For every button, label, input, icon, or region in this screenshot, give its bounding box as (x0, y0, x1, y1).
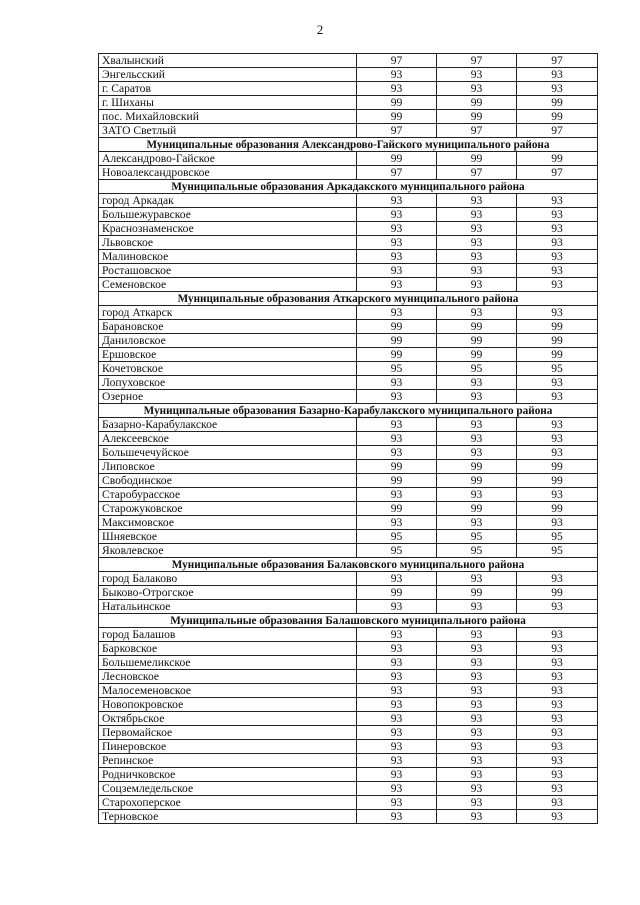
value-cell-2: 93 (437, 236, 517, 250)
municipality-name: Малиновское (99, 250, 357, 264)
value-cell-1: 93 (357, 250, 437, 264)
value-cell-3: 93 (517, 82, 598, 96)
value-cell-1: 93 (357, 222, 437, 236)
table-row (99, 264, 598, 278)
table-row (99, 754, 598, 768)
value-cell-3: 93 (517, 754, 598, 768)
value-cell-2: 93 (437, 250, 517, 264)
table-row (99, 390, 598, 404)
value-cell-2: 99 (437, 96, 517, 110)
table-body (99, 54, 598, 824)
value-cell-3: 93 (517, 670, 598, 684)
section-title: Муниципальные образования Балаковского муниципального района (99, 558, 598, 572)
municipality-name: Барановское (99, 320, 357, 334)
value-cell-3: 93 (517, 306, 598, 320)
municipality-name: г. Саратов (99, 82, 357, 96)
table-row (99, 306, 598, 320)
municipality-name: Старохоперское (99, 796, 357, 810)
value-cell-2: 93 (437, 306, 517, 320)
municipality-name: Родничковское (99, 768, 357, 782)
table-row (99, 782, 598, 796)
table-row (99, 54, 598, 68)
section-header-row (99, 292, 598, 306)
value-cell-3: 93 (517, 740, 598, 754)
value-cell-3: 99 (517, 110, 598, 124)
value-cell-3: 93 (517, 432, 598, 446)
table-row (99, 334, 598, 348)
municipality-name: Лесновское (99, 670, 357, 684)
value-cell-3: 93 (517, 656, 598, 670)
value-cell-2: 93 (437, 642, 517, 656)
value-cell-1: 95 (357, 544, 437, 558)
value-cell-2: 93 (437, 628, 517, 642)
value-cell-1: 93 (357, 698, 437, 712)
table-row (99, 152, 598, 166)
value-cell-2: 93 (437, 432, 517, 446)
table-row (99, 586, 598, 600)
table-row (99, 726, 598, 740)
value-cell-1: 95 (357, 530, 437, 544)
table-row (99, 684, 598, 698)
municipality-name: Яковлевское (99, 544, 357, 558)
section-title: Муниципальные образования Базарно-Карабулакского муниципального района (99, 404, 598, 418)
value-cell-3: 93 (517, 446, 598, 460)
municipality-name: город Аркадак (99, 194, 357, 208)
value-cell-2: 93 (437, 600, 517, 614)
value-cell-3: 93 (517, 264, 598, 278)
value-cell-1: 93 (357, 194, 437, 208)
section-header-row (99, 614, 598, 628)
table-row (99, 82, 598, 96)
value-cell-2: 93 (437, 418, 517, 432)
value-cell-1: 97 (357, 124, 437, 138)
value-cell-2: 99 (437, 320, 517, 334)
municipality-name: Октябрьское (99, 712, 357, 726)
value-cell-3: 93 (517, 278, 598, 292)
value-cell-2: 93 (437, 698, 517, 712)
table-row (99, 810, 598, 824)
table-row (99, 348, 598, 362)
table-row (99, 698, 598, 712)
municipality-name: Терновское (99, 810, 357, 824)
value-cell-2: 97 (437, 54, 517, 68)
value-cell-1: 93 (357, 572, 437, 586)
table-row (99, 432, 598, 446)
section-header-row (99, 138, 598, 152)
value-cell-3: 97 (517, 54, 598, 68)
value-cell-1: 99 (357, 320, 437, 334)
value-cell-2: 93 (437, 82, 517, 96)
value-cell-1: 93 (357, 796, 437, 810)
value-cell-3: 97 (517, 166, 598, 180)
value-cell-3: 93 (517, 782, 598, 796)
value-cell-2: 93 (437, 796, 517, 810)
value-cell-2: 93 (437, 726, 517, 740)
table-row (99, 740, 598, 754)
value-cell-1: 93 (357, 432, 437, 446)
value-cell-2: 93 (437, 208, 517, 222)
value-cell-3: 99 (517, 460, 598, 474)
value-cell-3: 99 (517, 152, 598, 166)
value-cell-2: 93 (437, 768, 517, 782)
value-cell-1: 93 (357, 670, 437, 684)
municipality-name: Базарно-Карабулакское (99, 418, 357, 432)
value-cell-2: 93 (437, 376, 517, 390)
municipality-name: Алексеевское (99, 432, 357, 446)
value-cell-2: 99 (437, 586, 517, 600)
value-cell-2: 93 (437, 670, 517, 684)
value-cell-3: 93 (517, 726, 598, 740)
table-row (99, 474, 598, 488)
section-header-row (99, 558, 598, 572)
value-cell-2: 99 (437, 334, 517, 348)
page-number: 2 (316, 22, 324, 37)
value-cell-2: 99 (437, 502, 517, 516)
value-cell-2: 99 (437, 152, 517, 166)
value-cell-1: 93 (357, 306, 437, 320)
section-title: Муниципальные образования Аткарского муниципального района (99, 292, 598, 306)
table-row (99, 418, 598, 432)
municipality-name: Большечечуйское (99, 446, 357, 460)
municipality-name: Первомайское (99, 726, 357, 740)
value-cell-1: 93 (357, 656, 437, 670)
value-cell-1: 93 (357, 642, 437, 656)
municipality-name: Даниловское (99, 334, 357, 348)
value-cell-2: 93 (437, 712, 517, 726)
municipal-table (98, 53, 598, 824)
value-cell-1: 93 (357, 628, 437, 642)
table-row (99, 250, 598, 264)
municipality-name: Новопокровское (99, 698, 357, 712)
table-row (99, 208, 598, 222)
value-cell-3: 93 (517, 236, 598, 250)
value-cell-2: 93 (437, 390, 517, 404)
table-row (99, 572, 598, 586)
value-cell-2: 95 (437, 530, 517, 544)
table-row (99, 796, 598, 810)
municipality-name: город Балашов (99, 628, 357, 642)
municipality-name: Озерное (99, 390, 357, 404)
value-cell-3: 95 (517, 544, 598, 558)
value-cell-1: 93 (357, 726, 437, 740)
value-cell-1: 99 (357, 348, 437, 362)
value-cell-3: 93 (517, 208, 598, 222)
municipality-name: город Балаково (99, 572, 357, 586)
table-row (99, 460, 598, 474)
table-row (99, 768, 598, 782)
table-row (99, 166, 598, 180)
municipality-name: Семеновское (99, 278, 357, 292)
table-row (99, 320, 598, 334)
table-row (99, 236, 598, 250)
value-cell-2: 93 (437, 194, 517, 208)
municipality-name: Ершовское (99, 348, 357, 362)
value-cell-2: 93 (437, 488, 517, 502)
value-cell-3: 93 (517, 222, 598, 236)
municipality-name: ЗАТО Светлый (99, 124, 357, 138)
value-cell-1: 93 (357, 278, 437, 292)
municipality-name: Липовское (99, 460, 357, 474)
value-cell-1: 93 (357, 740, 437, 754)
municipality-name: Максимовское (99, 516, 357, 530)
value-cell-1: 99 (357, 96, 437, 110)
value-cell-2: 93 (437, 516, 517, 530)
value-cell-1: 93 (357, 754, 437, 768)
table-row (99, 502, 598, 516)
value-cell-1: 93 (357, 712, 437, 726)
value-cell-3: 99 (517, 586, 598, 600)
value-cell-1: 99 (357, 586, 437, 600)
value-cell-3: 93 (517, 600, 598, 614)
table-row (99, 124, 598, 138)
value-cell-3: 99 (517, 348, 598, 362)
table-row (99, 222, 598, 236)
value-cell-3: 93 (517, 684, 598, 698)
table-row (99, 488, 598, 502)
value-cell-3: 99 (517, 96, 598, 110)
table-row (99, 670, 598, 684)
value-cell-3: 93 (517, 194, 598, 208)
value-cell-3: 93 (517, 516, 598, 530)
municipality-name: г. Шиханы (99, 96, 357, 110)
value-cell-1: 93 (357, 810, 437, 824)
value-cell-1: 93 (357, 376, 437, 390)
table-row (99, 712, 598, 726)
municipality-name: Александрово-Гайское (99, 152, 357, 166)
municipality-name: Барковское (99, 642, 357, 656)
table-row (99, 628, 598, 642)
municipality-name: Шняевское (99, 530, 357, 544)
value-cell-3: 93 (517, 488, 598, 502)
table-row (99, 516, 598, 530)
value-cell-1: 95 (357, 362, 437, 376)
municipality-name: Лопуховское (99, 376, 357, 390)
value-cell-2: 93 (437, 782, 517, 796)
municipality-name: Росташовское (99, 264, 357, 278)
municipality-name: Новоалександровское (99, 166, 357, 180)
municipality-name: Старожуковское (99, 502, 357, 516)
value-cell-3: 93 (517, 376, 598, 390)
table-row (99, 194, 598, 208)
value-cell-2: 99 (437, 110, 517, 124)
table-row (99, 642, 598, 656)
value-cell-2: 93 (437, 572, 517, 586)
value-cell-2: 93 (437, 222, 517, 236)
municipality-name: Старобурасское (99, 488, 357, 502)
section-title: Муниципальные образования Аркадакского муниципального района (99, 180, 598, 194)
value-cell-3: 95 (517, 530, 598, 544)
value-cell-1: 93 (357, 782, 437, 796)
municipality-name: Кочетовское (99, 362, 357, 376)
value-cell-1: 93 (357, 82, 437, 96)
value-cell-1: 99 (357, 334, 437, 348)
value-cell-2: 95 (437, 544, 517, 558)
value-cell-3: 99 (517, 502, 598, 516)
value-cell-2: 93 (437, 754, 517, 768)
table-row (99, 96, 598, 110)
table-row (99, 544, 598, 558)
value-cell-1: 93 (357, 488, 437, 502)
municipality-name: Пинеровское (99, 740, 357, 754)
table-row (99, 278, 598, 292)
value-cell-3: 99 (517, 334, 598, 348)
value-cell-1: 93 (357, 446, 437, 460)
municipality-name: Краснознаменское (99, 222, 357, 236)
value-cell-1: 99 (357, 460, 437, 474)
value-cell-2: 93 (437, 278, 517, 292)
value-cell-3: 93 (517, 572, 598, 586)
value-cell-3: 97 (517, 124, 598, 138)
value-cell-2: 93 (437, 810, 517, 824)
table-row (99, 362, 598, 376)
table-row (99, 376, 598, 390)
value-cell-1: 93 (357, 390, 437, 404)
municipality-name: Хвалынский (99, 54, 357, 68)
value-cell-2: 99 (437, 460, 517, 474)
value-cell-3: 93 (517, 768, 598, 782)
value-cell-2: 93 (437, 656, 517, 670)
value-cell-3: 93 (517, 712, 598, 726)
value-cell-3: 93 (517, 390, 598, 404)
value-cell-2: 93 (437, 264, 517, 278)
value-cell-2: 95 (437, 362, 517, 376)
table-row (99, 446, 598, 460)
value-cell-1: 93 (357, 208, 437, 222)
value-cell-2: 97 (437, 124, 517, 138)
municipality-name: Соцземледельское (99, 782, 357, 796)
municipality-name: Большемеликское (99, 656, 357, 670)
municipality-name: Энгельсский (99, 68, 357, 82)
value-cell-3: 93 (517, 810, 598, 824)
municipality-name: пос. Михайловский (99, 110, 357, 124)
section-title: Муниципальные образования Балашовского муниципального района (99, 614, 598, 628)
table-row (99, 656, 598, 670)
value-cell-1: 97 (357, 54, 437, 68)
value-cell-1: 93 (357, 600, 437, 614)
section-header-row (99, 404, 598, 418)
municipality-name: город Аткарск (99, 306, 357, 320)
municipality-name: Репинское (99, 754, 357, 768)
value-cell-2: 97 (437, 166, 517, 180)
municipality-name: Быково-Отрогское (99, 586, 357, 600)
municipality-name: Свободинское (99, 474, 357, 488)
value-cell-2: 93 (437, 446, 517, 460)
value-cell-1: 93 (357, 264, 437, 278)
value-cell-1: 99 (357, 502, 437, 516)
value-cell-3: 93 (517, 796, 598, 810)
value-cell-3: 93 (517, 642, 598, 656)
value-cell-3: 99 (517, 320, 598, 334)
table-row (99, 600, 598, 614)
value-cell-3: 93 (517, 418, 598, 432)
value-cell-2: 93 (437, 68, 517, 82)
value-cell-3: 95 (517, 362, 598, 376)
municipality-name: Малосеменовское (99, 684, 357, 698)
value-cell-2: 93 (437, 740, 517, 754)
municipality-name: Большежуравское (99, 208, 357, 222)
section-header-row (99, 180, 598, 194)
value-cell-1: 93 (357, 684, 437, 698)
value-cell-1: 99 (357, 474, 437, 488)
municipality-name: Натальинское (99, 600, 357, 614)
value-cell-3: 93 (517, 628, 598, 642)
municipality-name: Львовское (99, 236, 357, 250)
table-row (99, 110, 598, 124)
value-cell-3: 93 (517, 698, 598, 712)
value-cell-3: 99 (517, 474, 598, 488)
table-row (99, 68, 598, 82)
value-cell-2: 99 (437, 348, 517, 362)
value-cell-1: 93 (357, 418, 437, 432)
value-cell-1: 97 (357, 166, 437, 180)
value-cell-1: 99 (357, 152, 437, 166)
value-cell-1: 93 (357, 68, 437, 82)
value-cell-1: 99 (357, 110, 437, 124)
section-title: Муниципальные образования Александрово-Гайского муниципального района (99, 138, 598, 152)
table-row (99, 530, 598, 544)
value-cell-3: 93 (517, 68, 598, 82)
value-cell-1: 93 (357, 516, 437, 530)
value-cell-3: 93 (517, 250, 598, 264)
value-cell-1: 93 (357, 768, 437, 782)
value-cell-1: 93 (357, 236, 437, 250)
value-cell-2: 99 (437, 474, 517, 488)
value-cell-2: 93 (437, 684, 517, 698)
